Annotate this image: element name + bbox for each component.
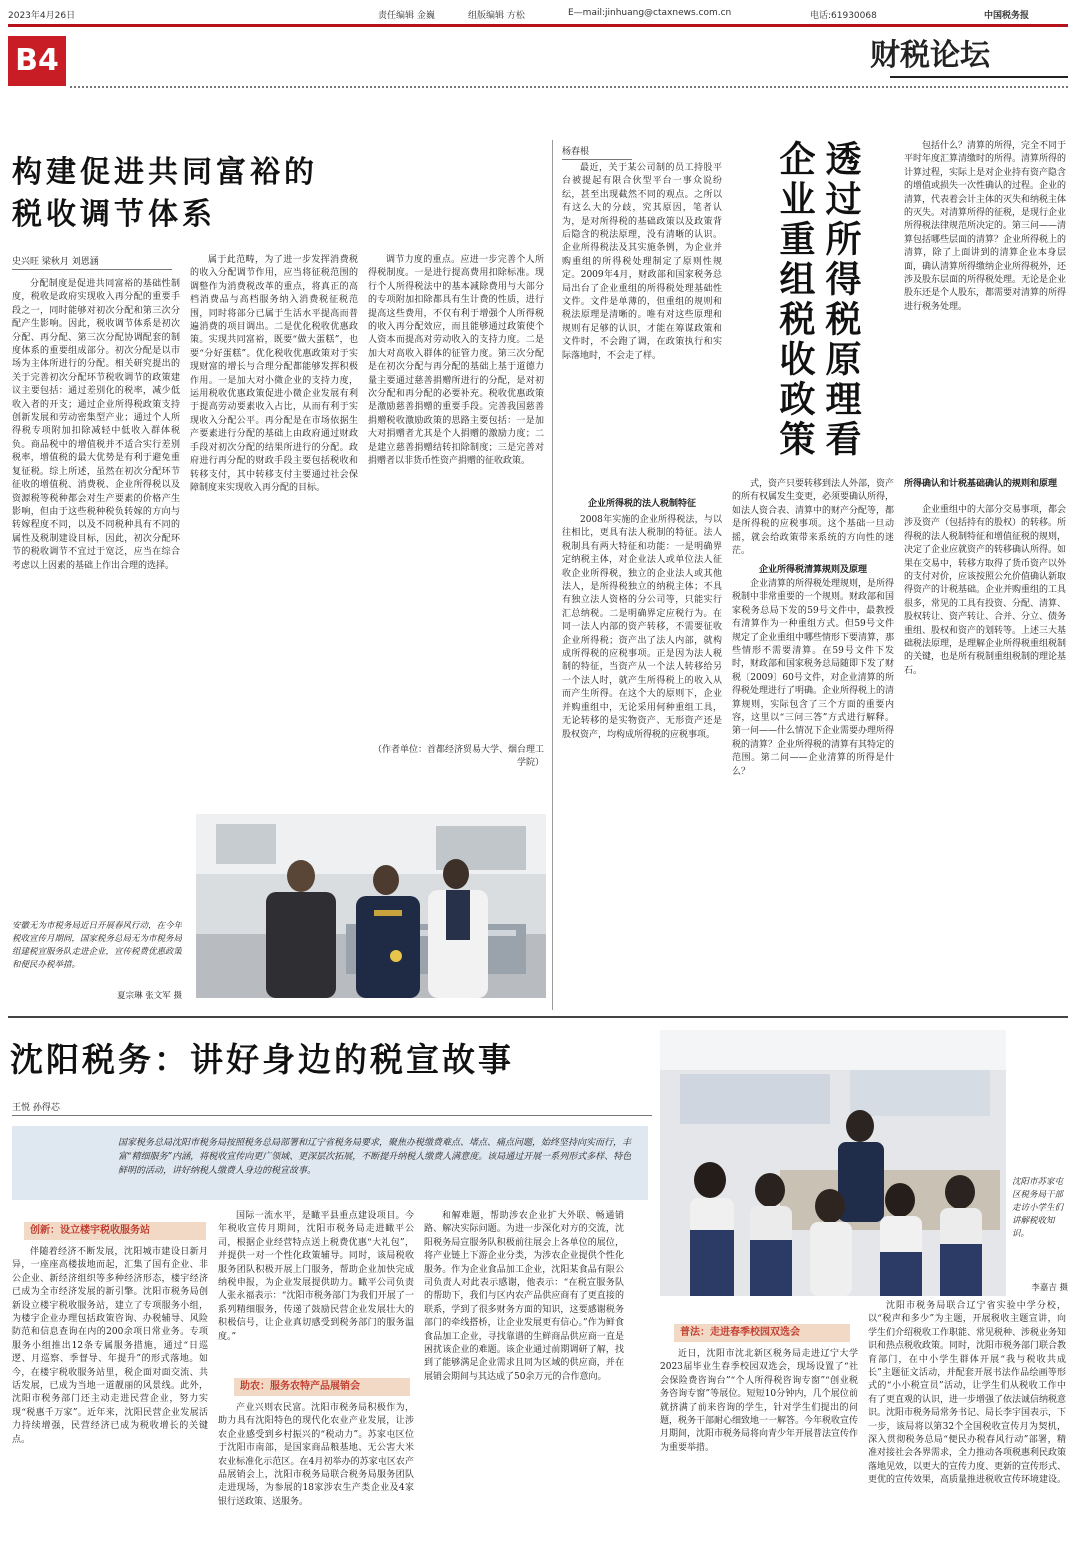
- article2-subheading-3: 所得确认和计税基础确认的规则和原理: [904, 479, 1058, 489]
- article3-column-1: [12, 1246, 208, 1546]
- article1-photo-caption: [12, 920, 182, 986]
- article2-column-2: [562, 514, 722, 1010]
- article3-photo-caption: [1012, 1176, 1068, 1276]
- contact-email: E—mail:jinhuang@ctaxnews.com.cn: [568, 8, 732, 18]
- newspaper-name: 中国税务报: [984, 11, 1030, 21]
- factory-photo-illustration: [196, 814, 546, 998]
- section-divider-horizontal: [8, 1016, 1068, 1018]
- article3-photo-credit: 李嘉吉 摄: [1031, 1283, 1068, 1293]
- article1-photo-credit: 夏宗琳 张文军 摄: [117, 991, 182, 1001]
- article2-column-4: [904, 504, 1066, 1010]
- article1-headline: [12, 152, 362, 236]
- header-dotted-separator: [70, 86, 1068, 88]
- classroom-photo-illustration: [660, 1030, 1006, 1296]
- editor-credit: 责任编辑 金巍: [378, 11, 435, 21]
- page-header-bar: [8, 6, 1068, 22]
- article3-col3-text: 和解难题，帮助涉农企业扩大外联、畅通销路、解决实际问题。为进一步深化对方的交流，沈阳税务局宣服务队积极前往展会上各单位的展位，将产业链上下游企业分类，为涉农企业提供个性化服务。作为企业食品加工企业，沈阳某食品有限公司负责人对此表示感谢，他表示：“在税宣服务队的帮助下，我们与区内农产品供应商有了更直接的联系，学到了很多财务方面的知识，这要感谢税务部门的牵线搭桥，让企业发展更有信心。”作为鲜食食品加工企业，寻找靠谱的生鲜商品供应商一直是困扰该企业的难题。该企业通过前期调研了解，找到了能够满足企业需求且同为区域的供应商，并在展销会期间与其达成了50余万元的合作意向。: [424, 1211, 624, 1382]
- article1-headline-line1: 构建促进共同富裕的: [12, 155, 318, 190]
- article1-photo: [196, 814, 546, 998]
- article3-column-3-left: [424, 1210, 624, 1546]
- article2-col1-text: 最近，关于某公司制的员工持股平台被提起有限合伙型平台一事众说纷纭，甚至出现截然不同的观点。之所以有这么大的分歧，究其原因，笔者认为，是对所得税的基础政策以及政策背后隐含的税法原理，没有清晰的认识。企业所得税法及其实施条例，为企业并购重组的所得税处理制定了原则性规定。2009年4月，财政部和国家税务总局出台了企业重组的所得税处理基础性文件。文件是单薄的，但重组的规则和税法原理是清晰的。唯有对这些原理和规则有足够的认识，才能在筹谋政策和文件时，不会跑了调，在政策执行和实际落地时，不会走了样。: [562, 163, 722, 361]
- article3-column-4: [868, 1300, 1066, 1546]
- article1-column-1: [12, 278, 180, 876]
- article2-col3-text: 式，资产只要转移到法人外部，资产的所有权属发生变更，必须要确认所得，如法人资合表、清算中的财产分配等，都是所得税的应税事项。这个基础一旦动摇，就会给政策带来系统的方向性的迷茫。: [732, 479, 894, 557]
- issue-date: 2023年4月26日: [8, 11, 76, 21]
- article3-column-2: [218, 1402, 414, 1546]
- article2-subheading-1: 企业所得税的法人税制特征: [587, 499, 696, 509]
- article3-byline: 王悦 孙得芯: [12, 1100, 652, 1116]
- article1-col2-text: 属于此范畴，为了进一步发挥消费税的收入分配调节作用，应当将征税范围的调整作为消费税改革的重点，将真正的高档消费品与高档服务纳入消费税征税范围，同时将部分已属于生活水平提高而普遍消费的项目调出。二是优化税收优惠政策。实现共同富裕，既要“做大蛋糕”，也要“分好蛋糕”。优化税收优惠政策对于实现财富的增长与合理分配都能够发挥积极作用。一是加大对小微企业的支持力度，运用税收优惠政策促进小微企业发展有利于提高劳动要素收入占比，从而有利于实现收入分配公平。再分配是在市场依据生产要素进行分配的基础上由政府通过财政手段对初次分配的结果所进行的分配。政府进行再分配的财政手段主要包括税收和转移支付，其中转移支付主要通过社会保障制度来实现收入再分配的目标。: [190, 255, 358, 493]
- article3-col2-text: 国际一流水平，是瞰平县重点建设项目。今年税收宣传月期间，沈阳市税务局走进瞰平公司，根据企业经营特点送上税费优惠“大礼包”，并提供一对一个性化政策辅导。同时，该局税收服务团队积极开展上门服务，帮助企业加快完成纳税申报，为企业发展提供助力。瞰平公司负责人张永福表示：“沈阳市税务部门为我们开展了一系列精细服务，传递了鼓励民营企业发展壮大的积极信号，让企业真切感受到税务部门的服务温度。”: [218, 1211, 414, 1342]
- article1-caption-text: 安徽无为市税务局近日开展春风行动，在今年税收宣传月期间，国家税务总局无为市税务局组建税宣服务队走进企业，宣传税费优惠政策和便民办税举措。: [12, 921, 182, 970]
- article1-column-2: [190, 254, 358, 804]
- column-divider-vertical: [552, 140, 553, 1010]
- article3-tag-law: 普法：走进春季校园双选会: [674, 1324, 850, 1342]
- article3-col2b-text: 产业兴则农民富。沈阳市税务局积极作为，助力具有沈阳特色的现代化农业产业发展，让涉农企业感受到乡村振兴的“税动力”。苏家屯区位于沈阳市南部，是国家商品粮基地、无公害大米农业标准化示范区。在4月初举办的苏家屯区农产品展销会上，沈阳市税务局联合税务局服务团队走进现场，为参展的18家涉农生产类企业及4家银行送政策、送服务。: [218, 1403, 414, 1507]
- article3-col4-text: 沈阳市税务局联合辽宁省实验中学分校，以“税声和多少”为主题，开展税收主题宣讲，向学生们介绍税收工作职能、常见税种、涉税业务知识和热点税收政策。同时，沈阳市税务部门联合教育部门，在中小学生群体开展“我与税收共成长”主题征文活动，并配套开展书法作品绘画等形式的“小小税宣员”活动，让学生们从税收工作中有了更直观的认识，进一步增强了依法诚信纳税意识。沈阳市税务局常务书记、局长李宇国表示，下一步，该局将以第32个全国税收宣传月为契机，深入贯彻税务总局“便民办税春风行动”部署，精准对接社会各界需求，全力推动各项税惠利民政策落地见效，以更大的宣传力度、更新的宣传形式、更优的宣传效果，高质量推进税收宣传环境建设。: [868, 1301, 1066, 1486]
- article3-tag-farming: 助农：服务农特产品展销会: [234, 1378, 410, 1396]
- article1-headline-line2: 税收调节体系: [12, 197, 216, 232]
- article2-subheading-2: 企业所得税清算规则及原理: [758, 565, 867, 575]
- section-title-underline: [890, 76, 1068, 78]
- article2-column-1: [562, 162, 722, 490]
- article2-col4-text: 包括什么？清算的所得，完全不同于平时年度汇算清缴时的所得。清算所得的计算过程，实际上是对企业持有资产隐含的增值或损失一次性确认的过程。企业的清算，代表着会计主体的灭失和纳税主体的灭失。对清算所得的征税，是现行企业所得税法律规范所决定的。第三问——清算包括哪些层面的清算？企业所得税上的清算，除了上面讲到的清算企业本身层面，确认清算所得缴纳企业所得税外，还涉及股东层面的所得税处理。无论是企业股东还是个人股东，都需要对清算的所得进行税务处理。: [904, 141, 1066, 312]
- article3-caption-text: 沈阳市苏家屯区税务局干部走访小学生们讲解税收知识。: [1012, 1177, 1064, 1239]
- article2-column-3-top: [732, 478, 894, 558]
- article2-vertical-headline: [764, 140, 864, 470]
- header-rule: [8, 24, 1068, 27]
- article2-author-tag: 杨春根: [562, 144, 632, 160]
- article2-col2-text: 2008年实施的企业所得税法，与以往相比，更具有法人税制的特征。法人税制具有两大特征和功能：一是明确界定纳税主体，对企业法人或单位法人征收企业所得税，独立的企业法人或其他法人，是所得税独立的纳税主体；不具有独立法人资格的分公司等，只能实行汇总纳税。二是明确界定应税行为。在同一法人内部的资产转移，不需要征收企业所得税；资产出了法人内部，就构成所得税的应税事项。正是因为法人税制的特征，当资产从一个法人转移给另一个法人时，就产生所得税上的收入从而产生所得。在这个大的原则下，企业并购重组中，无论采用何种重组工具，无论转移的是实物资产、无形资产还是股权资产，均构成所得税的应税事项。: [562, 515, 722, 740]
- article1-col3-text: 调节力度的重点。应进一步完善个人所得税制度。一是进行提高费用扣除标准。现行个人所得税法中的基本减除费用与大部分的专项附加扣除都具有生计费的性质，进行提高这些费用，不仅有利于增强个人所得税的收入再分配效应，而且能够通过政策使个人资本而提高对劳动收入的支持力度。二是加大对高收入群体的征管力度。第三次分配是在初次分配与再分配的基础上基于道德力量主要通过慈善捐赠所进行的分配，是对初次分配和再分配的必要补充。税收优惠政策是激励慈善捐赠的重要手段。完善我国慈善捐赠税收激励政策的思路主要包括：一是加大对捐赠者尤其是个人捐赠的激励力度；二是建立慈善捐赠结转扣除制度；三是完善对捐赠者以非货币性资产捐赠的征收政策。: [368, 255, 544, 467]
- article1-author-affiliation: [368, 744, 544, 784]
- article1-column-3: [368, 254, 544, 744]
- article3-photo: [660, 1030, 1006, 1296]
- section-title: [870, 30, 1066, 74]
- article2-col4b-text: 企业重组中的大部分交易事项，都会涉及资产（包括持有的股权）的转移。所得税的法人税制特征和增值征税的规则，决定了企业应就资产的转移确认所得。如果在交易中，转移方取得了货币资产以外的支付对价，应该按照公允价值确认新取得资产的计税基础。企业并购重组的工具很多，常见的工具有投资、分配、清算、股权转让、资产转让、合并、分立、债务重组、股权和资产的划转等。上述三大基础税法原理，是理解企业所得税重组税制的关键，也是所有税制重组税制的理论基石。: [904, 505, 1066, 676]
- article1-footnote: （作者单位：首都经济贸易大学、烟台理工学院）: [372, 745, 544, 769]
- article1-col1-text: 分配制度是促进共同富裕的基础性制度，税收是政府实现收入再分配的重要手段之一，同时能够对初次分配和第三次分配产生影响。因此，税收调节体系是初次分配、再分配、第三次分配协调配套的制度体系的重要组成部分。初次分配是以市场为主体所进行的分配。相关研究提出的关于完善初次分配环节税收调节的政策建议主要包括：通过差别化的税率，减少低收入者的开支；通过企业所得税政策支持创新发展和劳动密集型产业；通过个人所得税专项附加扣除减轻中低收入群体税负。商品税中的增值税并不适合实行差别税率，增值税的最大优势是有利于避免重复征税。综上所述，虽然在初次分配环节征收的增值税、消费税、企业所得税以及资源税等税种都会对生产要素的价格产生影响，但由于这些税种税负转嫁的方向与转嫁程度不同，以及不同税种具有不同的属性及税制建设目标，因此，初次分配环节的税收调节不宜过于宽泛，应当在综合考虑以上因素的基础上作出合理的选择。: [12, 279, 180, 571]
- page-number-badge: B4: [8, 36, 66, 86]
- article1-byline: 史兴旺 梁秋月 刘恩涵: [12, 254, 172, 270]
- article2-column-4-top: [904, 140, 1066, 470]
- article2-column-3: [732, 578, 894, 1010]
- layout-editor-credit: 组版编辑 方松: [468, 11, 525, 21]
- section-title-text: 财税论坛: [870, 38, 990, 73]
- article3-col3b-text: 近日，沈阳市沈北新区税务局走进辽宁大学2023届毕业生春季校园双选会，现场设置了“社会保险费咨询台”“个人所得税咨询专窗”“创业税务咨询专窗”等展位。短短10分钟内，几个展位前就挤满了前来咨询的学生，针对学生们提出的问题，税务干部耐心细致地一一解答。今年税收宣传月期间，沈阳市税务局将向青少年开展普法宣传作为重要举措。: [660, 1349, 858, 1453]
- article2-headline-text: 透过所得税原理看企业重组税收政策: [774, 140, 862, 460]
- article3-col1-text: 伴随着经济不断发展，沈阳城市建设日新月异，一座座高楼拔地而起，汇集了国有企业、非公企业、新经济组织等多种经济形态，楼宇经济已成为全市经济发展的新引擎。沈阳市税务局创新设立楼宇税收服务站，建立了专项服务小组，为楼宇企业办理包括政策咨询、办税辅导、风险防范和信息查询在内的200余项日常业务。专项服务小组推出12条专属服务措施，通过“日巡逻、月巡察、季督导、年提升”的形式落地。如今，在楼宇税收服务站里，税企面对面交流、共话发展，已成为当地一道靓丽的风景线。此外，沈阳市税务部门还主动走进民营企业，努力实现“税惠千万家”。近年来，沈阳民营企业发展活力持续增强，民营经济已成为税收增长的关键点。: [12, 1247, 208, 1445]
- contact-phone: 电话:61930068: [810, 11, 877, 21]
- article3-headline: 沈阳税务：讲好身边的税宣故事: [10, 1040, 514, 1079]
- article3-tag-innovation: 创新：设立楼宇税收服务站: [24, 1222, 206, 1240]
- article3-column-2-top: [218, 1210, 414, 1368]
- article3-column-3: [660, 1348, 858, 1546]
- article2-col3b-text: 企业清算的所得税处理规则，是所得税制中非常重要的一个规则。财政部和国家税务总局下发的59号文件中，最教授有清算作为一种重组方式。但59号文件规定了企业重组中哪些情形下要清算，那些情形不需要清算。在59号文件下发时，财政部和国家税务总局随即下发了财税〔2009〕60号文件，对企业清算的所得税处理进行了明确。企业所得税上的清算规则，实际包含了三个方面的重要内容，这里以“三问三答”方式进行解释。第一问——什么情况下企业需要办理所得税的清算？企业所得税的清算有其特定的范围。第二问——企业清算的所得是什么？: [732, 579, 894, 777]
- article3-intro: 国家税务总局沈阳市税务局按照税务总局部署和辽宁省税务局要求，聚焦办税缴费难点、堵点、痛点问题，始终坚持向实而行，丰富“精细服务”内涵，将税收宣传向更广领域、更深层次拓展，不断提升纳税人缴费人满意度。该局通过开展一系列形式多样、特色鲜明的活动，讲好纳税人缴费人身边的税宣故事。: [118, 1138, 632, 1176]
